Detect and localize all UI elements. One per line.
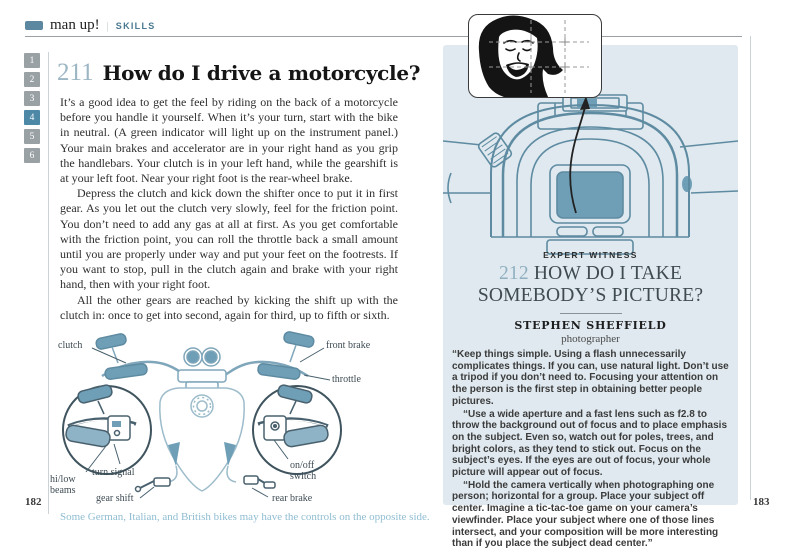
page-number-left: 182	[25, 496, 42, 508]
label-throttle: throttle	[332, 374, 361, 385]
label-on-off-switch: on/off switch	[290, 460, 317, 482]
page-header	[25, 17, 156, 34]
left-margin-rule	[48, 52, 49, 514]
chapter-tab-5: 5	[24, 129, 40, 144]
chapter-tab-2: 2	[24, 72, 40, 87]
viewfinder-portrait-illustration	[469, 15, 601, 97]
article-number: 211	[57, 59, 94, 86]
right-margin-rule	[750, 36, 751, 500]
body-paragraph: All the other gears are reached by kicking the shift up with the clutch in: once to get into second, again for third, up to fifth or sixth.	[60, 292, 398, 322]
kicker-expert-witness: EXPERT WITNESS	[543, 250, 638, 260]
label-rear-brake: rear brake	[272, 493, 313, 504]
header-rule	[25, 36, 742, 37]
diagram-footnote: Some German, Italian, and British bikes may have the controls on the opposite side.	[60, 511, 430, 523]
header-separator: |	[106, 19, 109, 32]
quote-paragraph: “Keep things simple. Using a flash unnecessarily complicates things. If you can, use natural light. Don’t use a tripod if you don’t need to. Focusing your attention on the person is the first step in obtaining better people pictures.	[452, 349, 729, 407]
article-body	[60, 95, 398, 323]
expert-name: STEPHEN SHEFFIELD	[514, 319, 667, 332]
expert-witness-panel	[443, 45, 738, 550]
chapter-tab-strip	[24, 53, 40, 163]
quote-paragraph: “Use a wide aperture and a fast lens such as f2.8 to throw the background out of focus and to place emphasis on the subject. Even so, watch out for poles, trees, and bright colors, as they tend to stick out. Focus on the subject’s eyes. If the eyes are out of focus, your whole picture will appear out of focus.	[452, 408, 728, 479]
section-label: SKILLS	[115, 20, 156, 31]
chapter-tab-1: 1	[24, 53, 40, 68]
chapter-tab-6: 6	[24, 148, 40, 163]
article-title-line1: HOW DO I TAKE	[533, 263, 683, 284]
page-number-right: 183	[753, 496, 770, 508]
motorcycle-controls-diagram	[50, 330, 400, 506]
body-paragraph: Depress the clutch and kick down the shifter once to put it in first gear. As you let out the clutch very slowly, feel for the friction point. You don’t need to add any gas at all at first. As you get comfortable with the friction point, you can roll the throttle back a small amount until you are properly under way and put your feet on the footrests. If you want to stop, pull in the clutch again and brake with your right hand, then with your right foot.	[60, 186, 398, 292]
article-number: 212	[498, 263, 529, 284]
brand-mark-icon	[25, 21, 43, 30]
chapter-tab-3: 3	[24, 91, 40, 106]
label-clutch: clutch	[58, 340, 83, 351]
label-front-brake: front brake	[326, 340, 371, 351]
label-hi-low-beams: hi/low beams	[50, 474, 76, 496]
label-gear-shift: gear shift	[96, 493, 134, 504]
article-title-line2: SOMEBODY’S PICTURE?	[477, 285, 704, 306]
quote-paragraph: “Hold the camera vertically when photographing one person; horizontal for a group. Place your subject off center. Imagine a tic-tac-toe game on your camera’s viewfinder. Place your subject where one of those lines intersect, and your composition will be more interesting than if you place the subject dead center.”	[452, 479, 719, 550]
viewfinder-inset	[468, 14, 602, 98]
chapter-tab-4-active: 4	[24, 110, 40, 125]
brand-title: man up!	[50, 17, 100, 33]
article-title-212	[443, 263, 738, 307]
article-title-211	[57, 59, 420, 87]
label-turn-signal: turn signal	[92, 467, 135, 478]
article-title-text: How do I drive a motorcycle?	[102, 61, 421, 85]
title-rule	[560, 313, 622, 314]
expert-role: photographer	[561, 333, 620, 345]
expert-quote	[452, 349, 730, 551]
body-paragraph: It’s a good idea to get the feel by riding on the back of a motorcycle before you handle it yourself. When it’s your turn, start with the bike in neutral. (A green indicator will light up on the instrument panel.) Your main brakes and accelerator are in your right hand as you grip the handlebars. Your clutch is in your left hand, while the gearshift is at your left foot. Near your right foot is the rear-wheel brake.	[60, 95, 398, 186]
motorcycle-handlebar-illustration	[50, 330, 400, 506]
